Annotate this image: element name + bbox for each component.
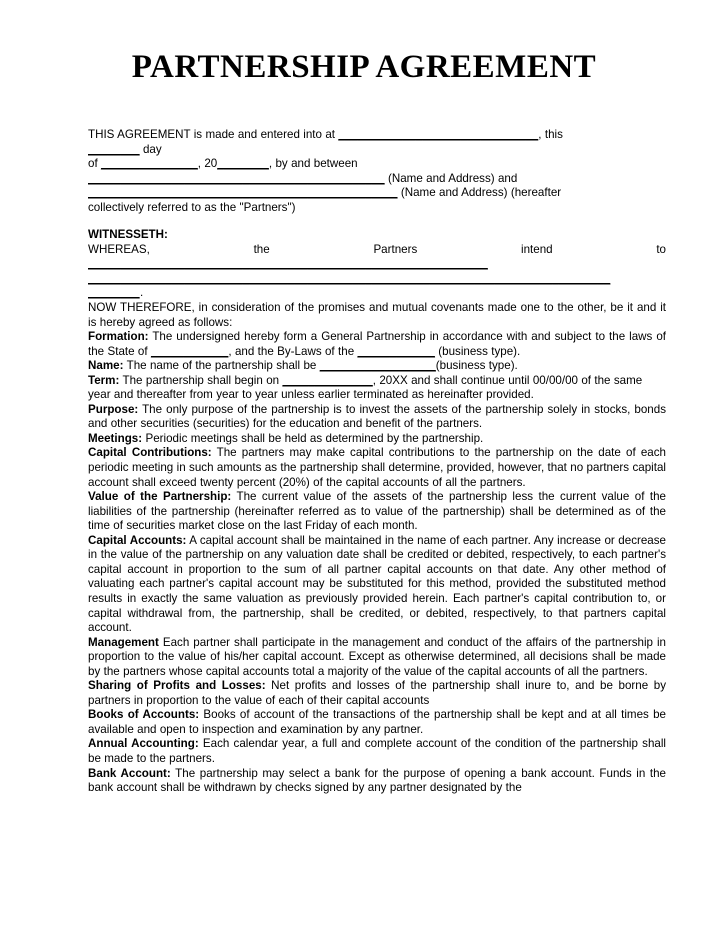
clause-meetings-heading: Meetings: (88, 431, 143, 445)
clause-capital-accounts-text: A capital account shall be maintained in the name of each partner. Any increase or decrease in the value of the partnership on any valuation date shall be credited or debited, respectively, to each partner's capital account in proportion to the sum of all partner capital accounts on that date. Any other method of valuating each partner's capital account may be substituted for this method, provided the substituted method results in exactly the same valuation as previously provided herein. Each partner's capital contribution to, or capital withdrawal from, the partnership, shall be credited, or debited, respectively, to that partners capital account. (88, 533, 666, 635)
clause-formation-text-1: The undersigned hereby form a General Partnership in accordance with and subject to the laws of the State of (88, 330, 666, 358)
clause-formation-blank-bylaws: ____________ (357, 344, 435, 358)
clause-capital-contributions-heading: Capital Contributions: (88, 446, 212, 460)
intro-blank-year: ________ (217, 157, 269, 171)
whereas-word-2: Partners (373, 242, 418, 256)
clause-formation-blank-state: ____________ (150, 344, 229, 358)
witnesseth-blank-row-1 (88, 257, 666, 272)
clause-sharing-profits-losses (88, 679, 666, 708)
now-therefore-paragraph: NOW THEREFORE, in consideration of the promises and mutual covenants made one to the other, be it and it is hereby agreed as follows: (88, 301, 666, 329)
clause-value-of-partnership-heading: Value of the Partnership: (88, 490, 232, 504)
whereas-word-0: WHEREAS, (88, 242, 150, 256)
clause-term-heading: Term: (88, 373, 120, 387)
witnesseth-blank-1: ______________________________________________________________ (88, 257, 488, 271)
clause-bank-account-heading: Bank Account: (88, 766, 171, 780)
clause-purpose-text: The only purpose of the partnership is to invest the assets of the partnership solely in stocks, bonds and other securities (securities) for the education and benefit of the partners. (88, 402, 666, 431)
intro-blank-party1: ______________________________________________ (88, 171, 385, 185)
clause-purpose (88, 403, 666, 432)
clause-management (88, 636, 666, 680)
intro-line2-post: day (139, 142, 162, 156)
clause-annual-accounting (88, 737, 666, 766)
witnesseth-blank-3: ________ (88, 286, 140, 300)
clause-books-of-accounts-text: Books of account of the transactions of the partnership shall be kept and at all times be available and open to inspection and examination by any partner. (88, 708, 666, 736)
witnesseth-label: WITNESSETH: (88, 228, 168, 242)
clause-books-of-accounts (88, 708, 666, 737)
clause-meetings (88, 432, 666, 447)
witnesseth-blank-2: _________________________________________________________________________________ (88, 271, 611, 285)
clause-capital-accounts (88, 534, 666, 636)
clause-bank-account (88, 767, 666, 796)
witnesseth-blank-row-2 (88, 272, 666, 287)
whereas-word-4: to (656, 242, 666, 256)
document-body (88, 128, 666, 862)
clause-purpose-heading: Purpose: (88, 402, 139, 416)
clause-management-heading: Management (88, 635, 159, 649)
clause-term-blank-date: ______________ (282, 373, 373, 387)
clause-management-text: Each partner shall participate in the management and conduct of the affairs of the partnership in proportion to the value of his/her capital account. Except as otherwise determined, all decisions shall be made by the partners whose capital accounts total a majority of the value of the capital accounts of all the partners. (88, 635, 666, 678)
page-title: PARTNERSHIP AGREEMENT (131, 49, 597, 85)
clause-formation-text-2: , and the By-Laws of the (228, 344, 358, 358)
intro-line5-post: (Name and Address) (hereafter (397, 186, 562, 200)
intro-line3-pre: of (88, 157, 102, 171)
clause-value-of-partnership-text: The current value of the assets of the partnership less the current value of the liabilities of the partnership (hereinafter referred as to value of the partnership) shall be determined as of the time of securities market close on the last Friday of each month. (88, 490, 666, 533)
clause-formation (88, 330, 666, 359)
whereas-word-1: the (253, 242, 270, 256)
intro-blank-day: ________ (88, 142, 140, 156)
clause-name-text-1: The name of the partnership shall be (123, 359, 320, 373)
intro-line6: collectively referred to as the "Partners") (88, 200, 296, 214)
clause-books-of-accounts-heading: Books of Accounts: (88, 708, 200, 722)
intro-blank-party2: ________________________________________________ (88, 186, 398, 200)
clause-bank-account-text: The partnership may select a bank for the purpose of opening a bank account. Funds in the bank account shall be withdrawn by checks signed by any partner designated by the (88, 766, 666, 795)
clause-annual-accounting-text: Each calendar year, a full and complete account of the condition of the partnership shall be made to the partners. (88, 737, 666, 765)
clause-capital-contributions (88, 446, 666, 490)
clause-name (88, 359, 666, 374)
clause-meetings-text: Periodic meetings shall be held as determined by the partnership. (142, 431, 484, 445)
clause-name-blank: __________________ (319, 359, 436, 373)
clause-value-of-partnership (88, 490, 666, 534)
clause-formation-text-3: (business type). (434, 344, 521, 358)
witnesseth-heading (88, 228, 666, 243)
whereas-word-3: intend (521, 242, 553, 256)
intro-blank-location: _______________________________ (338, 128, 539, 141)
clause-term (88, 374, 666, 403)
intro-blank-month: _______________ (101, 157, 198, 171)
intro-paragraph (88, 128, 666, 215)
clause-term-text-2: , 20XX and shall continue until 00/00/00 of the same year and thereafter from year to year unless earlier terminated as hereinafter provided. (88, 373, 643, 402)
clause-sharing-profits-losses-heading: Sharing of Profits and Losses: (88, 679, 266, 693)
spacer (88, 215, 666, 228)
clause-capital-accounts-heading: Capital Accounts: (88, 533, 187, 547)
clause-name-heading: Name: (88, 359, 124, 373)
witnesseth-blank-3-period: . (140, 286, 144, 300)
clause-capital-contributions-text: The partners may make capital contributions to the partnership on the date of each periodic meeting in such amounts as the partnership shall determine, provided, however, that no partners capital account shall exceed twenty percent (20%) of the capital accounts of all the partners. (88, 446, 666, 489)
witnesseth-blank-row-3 (88, 286, 666, 301)
clause-sharing-profits-losses-text: Net profits and losses of the partnership shall inure to, and be borne by partners in proportion to the value of each of their capital accounts (88, 679, 666, 707)
clause-annual-accounting-heading: Annual Accounting: (88, 737, 199, 751)
intro-line1-post: , this (538, 128, 563, 141)
whereas-line (88, 243, 666, 258)
intro-line3-post: , by and between (268, 157, 358, 171)
intro-line3-mid: , 20 (197, 157, 218, 171)
intro-line1-pre: THIS AGREEMENT is made and entered into at (88, 128, 339, 141)
intro-line4-post: (Name and Address) and (384, 171, 518, 185)
clause-name-text-2: (business type). (435, 359, 518, 373)
clause-term-text-1: The partnership shall begin on (119, 373, 283, 387)
clause-formation-heading: Formation: (88, 330, 149, 344)
